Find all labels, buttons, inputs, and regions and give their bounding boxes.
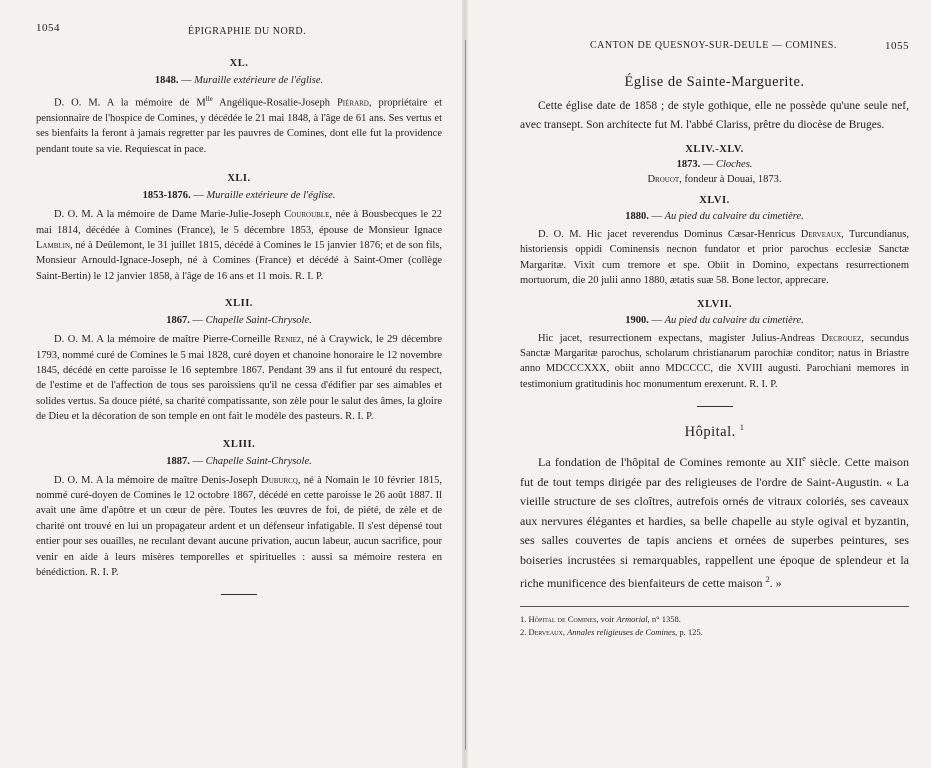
footnote-number: 2. bbox=[520, 627, 527, 638]
inscription-heading-xliii bbox=[36, 456, 442, 467]
right-running-title: CANTON DE QUESNOY-SUR-DEULE — COMINES. bbox=[590, 40, 837, 51]
inscription-text-xlvi bbox=[520, 227, 909, 289]
right-page bbox=[468, 0, 931, 768]
heading-dash: — bbox=[178, 75, 195, 86]
text-run: siècle. Cette maison fut de tout temps dirigée par des religieuses de l'ordre de Saint-Augustin. « La vieille structure de ses cloîtres, autrefois ornés de vitraux coloriés, ses caveaux aux nervures élégantes et hardies, sa belle chapelle au style ogival et byzantin, ses salles couvertes de tapis anciens et ornées de superbes peintures, ses boiseries incrustées si remarquables, rappellent une époque de splendeur et la riche munificence des bienfaiteurs de cette maison bbox=[520, 455, 909, 591]
footnote-2 bbox=[520, 626, 909, 640]
inscription-date: 1853-1876. bbox=[142, 190, 191, 202]
text-run: , p. 125. bbox=[675, 627, 703, 638]
inscription-number-xl: XL. bbox=[229, 58, 249, 69]
inscription-location: Au pied du calvaire du cimetière. bbox=[664, 314, 804, 326]
surname: Duburcq bbox=[261, 474, 298, 486]
surname: Derveaux bbox=[800, 229, 842, 240]
inscription-text-xlvii bbox=[520, 331, 909, 393]
left-running-head bbox=[36, 22, 442, 42]
inscription-text-xlii bbox=[36, 332, 442, 424]
hospital-title-text: Hôpital. bbox=[684, 424, 736, 441]
left-page-number: 1054 bbox=[36, 22, 60, 34]
footnote-rule bbox=[520, 606, 909, 607]
footnote-ref: 2 bbox=[765, 575, 770, 585]
text-run: , n° 1358. bbox=[647, 613, 681, 624]
footnote-ref: 1 bbox=[739, 423, 745, 433]
section-end-rule bbox=[697, 406, 733, 407]
text-run: , bbox=[562, 627, 568, 638]
bell-founder-line bbox=[520, 174, 909, 185]
text-run: , née à Bousbecques le 22 mai 1814, décédée à Comines (France), le 5 décembre 1853, épouse de Monsieur Ignace bbox=[36, 209, 442, 236]
heading-dash: — bbox=[648, 211, 665, 222]
gutter-line bbox=[465, 40, 466, 750]
footnote-reference: Annales religieuses de Comines bbox=[567, 627, 676, 638]
footnote-name: Hôpital de Comines bbox=[528, 613, 597, 624]
left-running-title: ÉPIGRAPHIE DU NORD. bbox=[188, 26, 307, 37]
text-run: , né à Deûlemont, le 31 juillet 1815, décédé à Comines le 15 janvier 1876; et de son fils, Monsieur Arnould-Ignace-Joseph, né à Comines (France) et décédé à Saint-Omer (collège Saint-Bertin) le 12 janvier 1858, à l'âge de 16 ans et 11 mois. R. I. P. bbox=[36, 239, 442, 282]
text-run: , secundus Sanctæ Margaritæ parochus, scholarum christianarum parochiæ conditor; natus in Briastre anno MDCCCXXX, obiit anno MDCCCC, die XVIII augusti. Parochiani memores in testimonium gratitudinis hoc monumentum erexerunt. R. I. P. bbox=[520, 332, 909, 390]
inscription-date: 1867. bbox=[166, 315, 190, 327]
inscription-number-xliii: XLIII. bbox=[222, 438, 256, 450]
text-run: , Turcundianus, historiensis oppidi Cominensis necnon fundator et prior parochus ecclesiæ Sanctæ Margaritæ. Vixit cum tremore et spe. Obiit in Domino, expectans resurrectionem mortuorum, die 20 julii anno 1880, ætatis suæ 58. Bone lector, apprecare. bbox=[520, 229, 909, 287]
superscript: lle bbox=[205, 95, 213, 103]
inscription-heading-xlii bbox=[36, 315, 442, 326]
inscription-number-xlvi: XLVI. bbox=[699, 195, 730, 206]
inscription-location: Cloches. bbox=[715, 159, 753, 170]
text-run: D. O. M. A la mémoire de M bbox=[54, 97, 206, 109]
text-run: D. O. M. A la mémoire de maître Pierre-Corneille bbox=[54, 334, 274, 346]
text-run: , voir bbox=[596, 613, 617, 624]
inscription-number-xliv-xlv: XLIV.-XLV. bbox=[685, 144, 744, 155]
inscription-heading-xliv-xlv bbox=[520, 159, 909, 170]
footnote-number: 1. bbox=[520, 613, 527, 624]
footnote-reference: Armorial bbox=[616, 613, 648, 624]
text-run: , fondeur à Douai, 1873. bbox=[679, 174, 782, 185]
inscription-date: 1873. bbox=[676, 159, 701, 170]
heading-dash: — bbox=[190, 190, 207, 202]
heading-dash: — bbox=[700, 159, 716, 170]
heading-dash: — bbox=[189, 455, 206, 467]
right-page-number: 1055 bbox=[885, 40, 909, 52]
surname: Courouble bbox=[284, 209, 330, 221]
section-end-rule bbox=[221, 594, 257, 595]
surname: Piérard bbox=[336, 97, 369, 109]
footnote-name: Derveaux bbox=[528, 627, 563, 638]
text-run: Hic jacet, resurrectionem expectans, magister Julius-Andreas bbox=[538, 332, 822, 344]
heading-dash: — bbox=[189, 315, 206, 327]
inscription-date: 1848. bbox=[154, 75, 179, 86]
church-title: Église de Sainte-Marguerite. bbox=[624, 74, 805, 90]
inscription-number-xlvii: XLVII. bbox=[696, 298, 732, 310]
heading-dash: — bbox=[648, 314, 665, 326]
church-description: Cette église date de 1858 ; de style gothique, elle ne possède qu'une seule nef, avec transept. Son architecte fut M. l'abbé Clariss, prêtre du diocèse de Bruges. bbox=[520, 100, 909, 131]
inscription-location: Muraille extérieure de l'église. bbox=[206, 190, 336, 202]
surname: Decrouez bbox=[821, 332, 862, 344]
surname: Reniez bbox=[273, 334, 302, 346]
inscription-text-xl bbox=[36, 92, 442, 157]
footnote-1 bbox=[520, 613, 909, 627]
text-run: . » bbox=[769, 576, 782, 591]
inscription-heading-xli bbox=[36, 190, 442, 201]
text-run: , propriétaire et pensionnaire de l'hospice de Comines, y décédée le 21 mai 1848, à l'âge de 61 ans. Ses vertus et ses bienfaits la feront à jamais regretter par les pauvres de Comines, dont elle fut la providence pendant toute sa vie. Requiescat in pace. bbox=[36, 97, 442, 155]
superscript: e bbox=[802, 454, 806, 464]
inscription-location: Chapelle Saint-Chrysole. bbox=[205, 455, 312, 467]
inscription-location: Au pied du calvaire du cimetière. bbox=[664, 211, 804, 222]
text-run: , né à Nomain le 10 février 1815, nommé curé-doyen de Comines le 12 octobre 1867, décédé en cette paroisse le 26 août 1887. Il avait une âme d'apôtre et un cœur de père. Toutes les œuvres de foi, de piété, de zèle et de charité ont trouvé en lui un propagateur ardent et un défenseur infatigable. Il s'est dépensé tout entier pour ses ouailles, ne reculant devant aucune privation, aucun labeur, aucun sacrifice, pour venir en aide à leurs misères temporelles et spirituelles : aussi sa mémoire restera en bénédiction. R. I. P. bbox=[36, 474, 442, 579]
text-run: D. O. M. Hic jacet reverendus Dominus Cæsar-Henricus bbox=[538, 229, 801, 240]
surname: Lamblin bbox=[36, 239, 71, 251]
inscription-heading-xlvi bbox=[520, 211, 909, 222]
text-run: Angélique-Rosalie-Joseph bbox=[212, 97, 337, 109]
left-page bbox=[0, 0, 462, 768]
inscription-date: 1880. bbox=[625, 211, 649, 222]
inscription-date: 1900. bbox=[625, 314, 649, 326]
text-run: La fondation de l'hôpital de Comines remonte au XII bbox=[538, 455, 803, 470]
inscription-location: Muraille extérieure de l'église. bbox=[194, 75, 324, 86]
inscription-text-xli bbox=[36, 207, 442, 284]
inscription-number-xli: XLI. bbox=[227, 173, 251, 185]
text-run: D. O. M. A la mémoire de Dame Marie-Julie-Joseph bbox=[54, 209, 285, 221]
inscription-location: Chapelle Saint-Chrysole. bbox=[205, 315, 312, 327]
hospital-description bbox=[520, 449, 909, 594]
text-run: , né à Craywick, le 29 décembre 1793, nommé curé de Comines le 5 mai 1828, curé doyen et chanoine honoraire le 12 novembre 1845, décédé en cette paroisse le 16 septembre 1867. Pendant 39 ans il fut entouré du respect, de l'estime et de l'affection de tous ses paroissiens qu'il ne cessa d'édifier par ses aimables et solides vertus. Sa douce piété, sa charité compatissante, son zèle pour le salut des âmes, la gloire de Dieu et la décoration de son temple en ont fait le modèle des pasteurs. R. I. P. bbox=[36, 334, 442, 423]
right-running-head bbox=[520, 36, 909, 56]
inscription-number-xlii: XLII. bbox=[225, 298, 253, 310]
text-run: D. O. M. A la mémoire de maître Denis-Joseph bbox=[54, 474, 262, 486]
inscription-text-xliii bbox=[36, 473, 442, 581]
inscription-heading-xlvii bbox=[520, 315, 909, 326]
inscription-heading-xl bbox=[36, 75, 442, 86]
inscription-date: 1887. bbox=[166, 455, 190, 467]
hospital-title bbox=[520, 423, 909, 441]
surname: Drouot bbox=[647, 174, 680, 185]
